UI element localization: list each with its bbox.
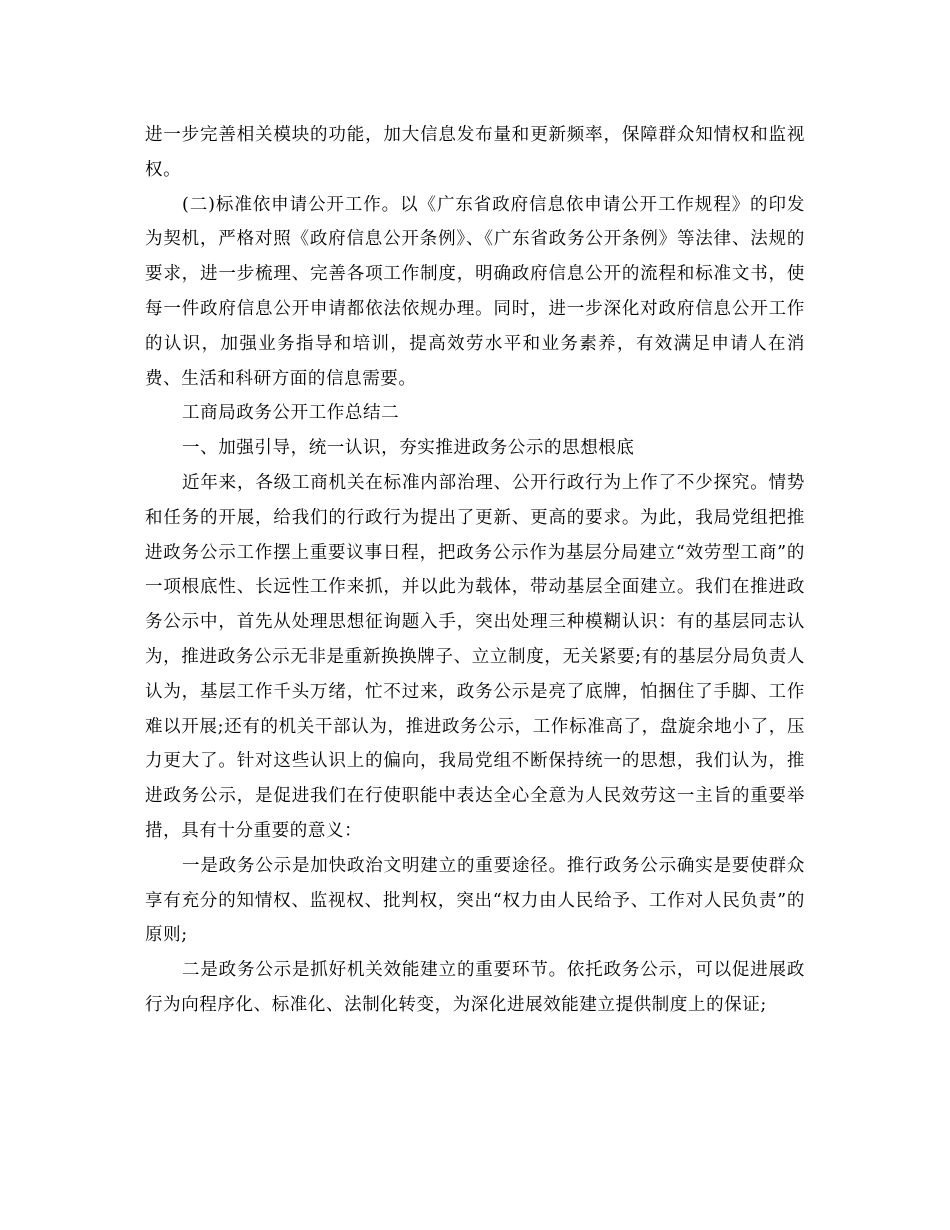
paragraph: (二)标准依申请公开工作。以《广东省政府信息依申请公开工作规程》的印发为契机，严格对照《政府信息公开条例》、《广东省政务公开条例》等法律、法规的要求，进一步梳理、完善各项工作制度，明确政府信息公开的流程和标准文书，使每一件政府信息公开申请都依法依规办理。同时，进一步深化对政府信息公开工作的认识，加强业务指导和培训，提高效劳水平和业务素养，有效满足申请人在消费、生活和科研方面的信息需要。 — [145, 194, 805, 389]
paragraph: 进一步完善相关模块的功能，加大信息发布量和更新频率，保障群众知情权和监视权。 — [145, 125, 805, 180]
document-body — [145, 118, 805, 1023]
section-title: 工商局政务公开工作总结二 — [182, 403, 400, 424]
paragraph: 近年来，各级工商机关在标准内部治理、公开行政行为上作了不少探究。情势和任务的开展，给我们的行政行为提出了更新、更高的要求。为此，我局党组把推进政务公示工作摆上重要议事日程，把政务公示作为基层分局建立“效劳型工商”的一项根底性、长远性工作来抓，并以此为载体，带动基层全面建立。我们在推进政务公示中，首先从处理思想征询题入手，突出处理三种模糊认识：有的基层同志认为，推进政务公示无非是重新换换牌子、立立制度，无关紧要;有的基层分局负责人认为，基层工作千头万绪，忙不过来，政务公示是亮了底牌，怕捆住了手脚、工作难以开展;还有的机关干部认为，推进政务公示，工作标准高了，盘旋余地小了，压力更大了。针对这些认识上的偏向，我局党组不断保持统一的思想，我们认为，推进政务公示，是促进我们在行使职能中表达全心全意为人民效劳这一主旨的重要举措，具有十分重要的意义： — [145, 472, 805, 841]
paragraph: 一是政务公示是加快政治文明建立的重要途径。推行政务公示确实是要使群众享有充分的知情权、监视权、批判权，突出“权力由人民给予、工作对人民负责”的原则; — [145, 855, 805, 946]
paragraph: 二是政务公示是抓好机关效能建立的重要环节。依托政务公示，可以促进展政行为向程序化、标准化、法制化转变，为深化进展效能建立提供制度上的保证; — [145, 960, 805, 1015]
section-heading: 一、加强引导，统一认识，夯实推进政务公示的思想根底 — [182, 438, 635, 459]
